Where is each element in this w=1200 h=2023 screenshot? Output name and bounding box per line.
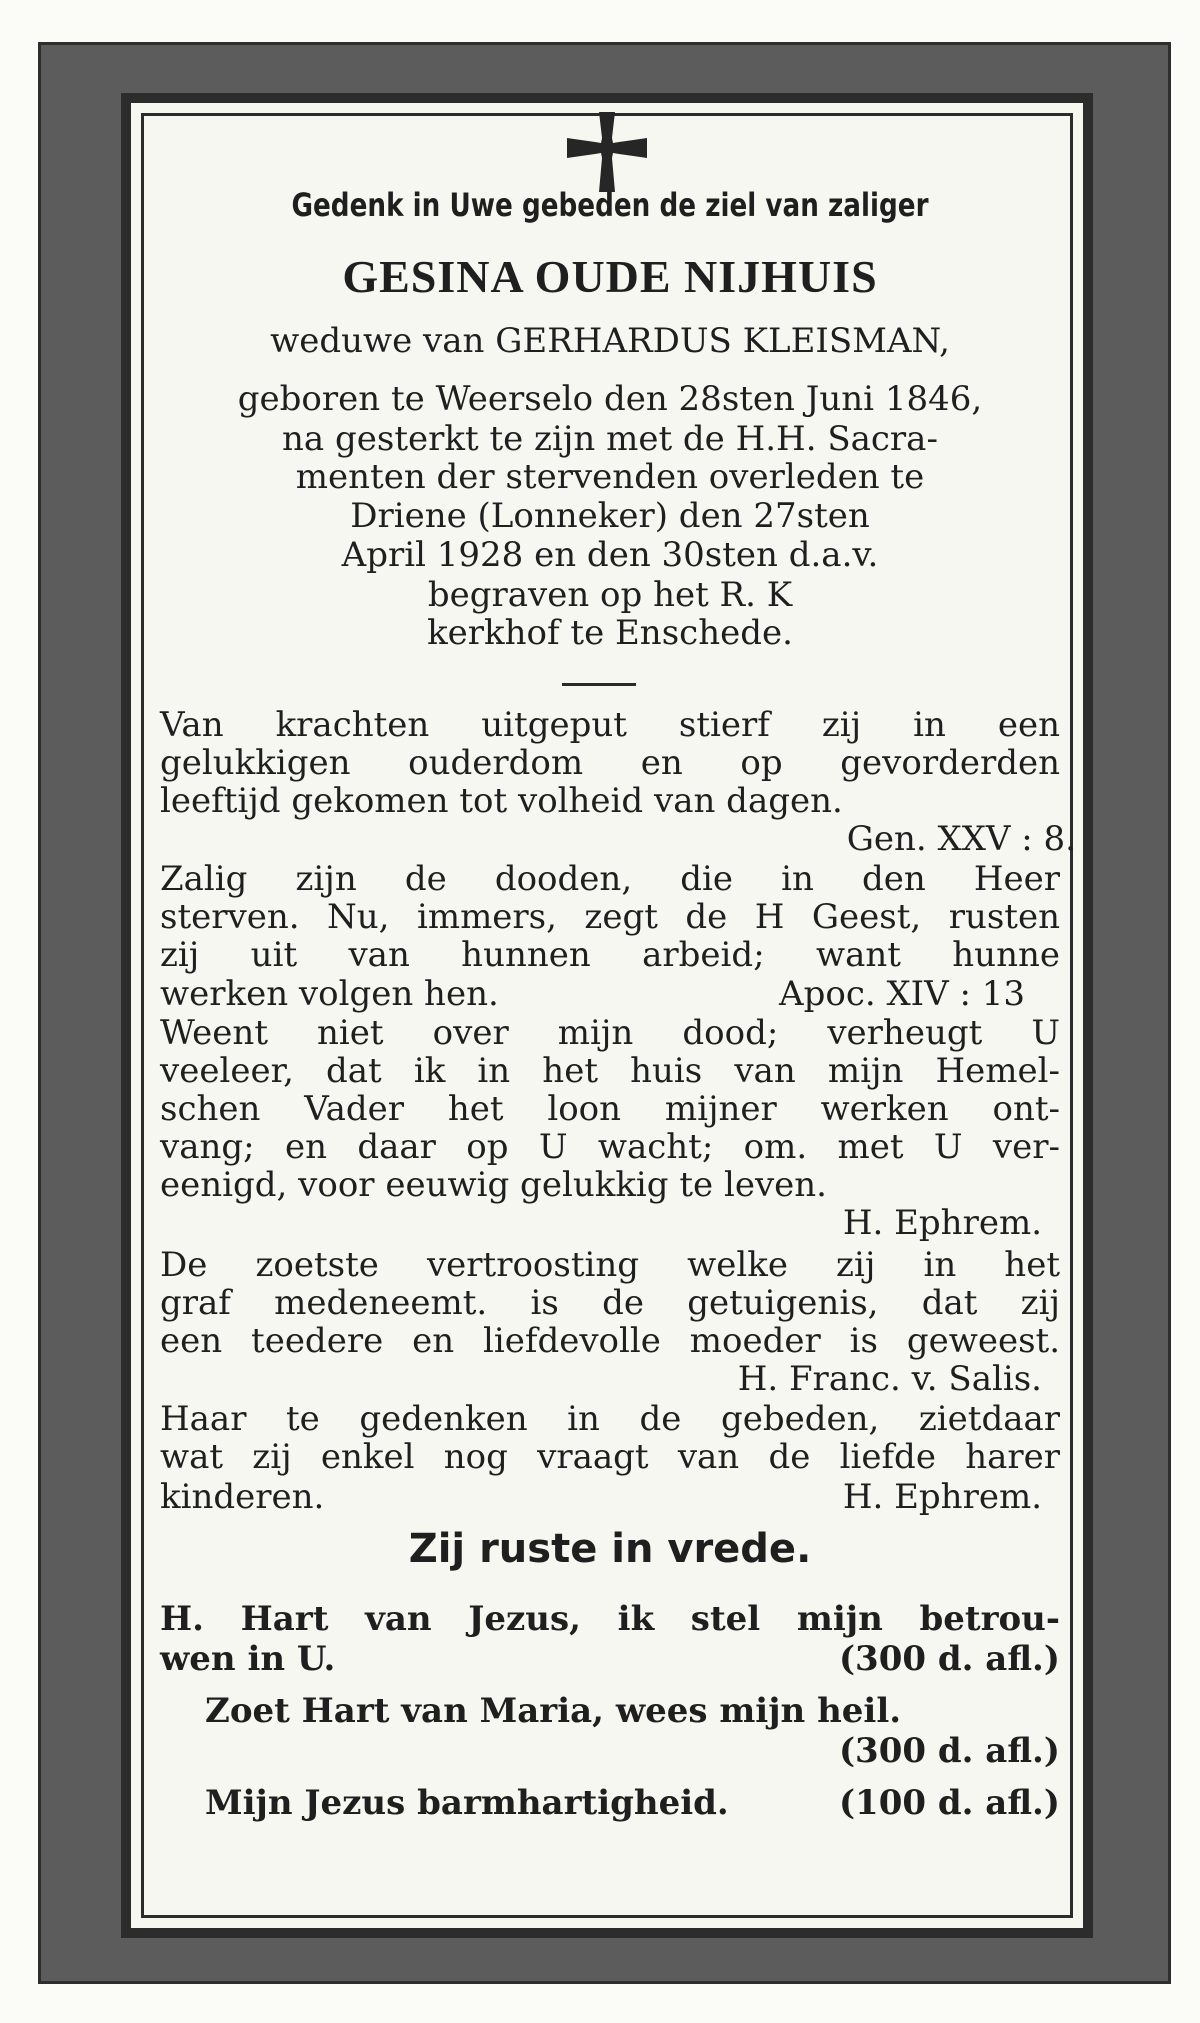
intro-line: kerkhof te Enschede. bbox=[427, 613, 793, 653]
quote-line: Weent niet over mijn dood; verheugt U bbox=[160, 1013, 1060, 1053]
indulgence-note: (100 d. afl.) bbox=[838, 1783, 1060, 1823]
quote-reference: H. Franc. v. Salis. bbox=[737, 1359, 1042, 1399]
quote-line: leeftijd gekomen tot volheid van dagen. bbox=[160, 781, 843, 821]
prayer-line: wen in U. bbox=[160, 1639, 336, 1679]
quote-line: gelukkigen ouderdom en op gevorderden bbox=[160, 743, 1060, 783]
quote-line: graf medeneemt. is de getuigenis, dat zij bbox=[160, 1283, 1060, 1323]
quote-line: schen Vader het loon mijner werken ont- bbox=[160, 1089, 1060, 1129]
quote-line: kinderen. bbox=[160, 1477, 325, 1517]
quote-line: sterven. Nu, immers, zegt de H Geest, rusten bbox=[160, 897, 1060, 937]
separator-rule bbox=[562, 683, 636, 686]
intro-line: weduwe van GERHARDUS KLEISMAN, bbox=[270, 321, 950, 361]
indulgence-note: (300 d. afl.) bbox=[838, 1639, 1060, 1679]
quote-line: Haar te gedenken in de gebeden, zietdaar bbox=[160, 1399, 1060, 1439]
quote-reference: H. Ephrem. bbox=[842, 1203, 1042, 1243]
intro-line: menten der stervenden overleden te bbox=[295, 457, 925, 497]
indulgence-note: (300 d. afl.) bbox=[838, 1731, 1060, 1771]
deceased-name: GESINA OUDE NIJHUIS bbox=[342, 251, 878, 302]
intro-line: begraven op het R. K bbox=[427, 575, 793, 615]
intro-line: April 1928 en den 30sten d.a.v. bbox=[341, 535, 879, 575]
quote-line: eenigd, voor eeuwig gelukkig te leven. bbox=[160, 1165, 827, 1205]
quote-reference: Apoc. XIV : 13 bbox=[779, 974, 1025, 1014]
quote-reference: Gen. XXV : 8. bbox=[846, 819, 1076, 859]
cross-icon bbox=[563, 108, 651, 196]
prayer-line: Zoet Hart van Maria, wees mijn heil. bbox=[205, 1691, 902, 1731]
quote-line: een teedere en liefdevolle moeder is geweest. bbox=[160, 1321, 1060, 1361]
quote-line: Van krachten uitgeput stierf zij in een bbox=[160, 705, 1060, 745]
quote-line: zij uit van hunnen arbeid; want hunne bbox=[160, 935, 1060, 975]
quote-line: wat zij enkel nog vraagt van de liefde harer bbox=[160, 1437, 1060, 1477]
rest-in-peace: Zij ruste in vrede. bbox=[408, 1526, 812, 1572]
intro-line: Driene (Lonneker) den 27sten bbox=[350, 496, 870, 536]
quote-line: Zalig zijn de dooden, die in den Heer bbox=[160, 859, 1060, 899]
quote-line: veeleer, dat ik in het huis van mijn Hemel- bbox=[160, 1051, 1060, 1091]
intro-line: geboren te Weerselo den 28sten Juni 1846, bbox=[237, 379, 983, 419]
quote-line: vang; en daar op U wacht; om. met U ver- bbox=[160, 1127, 1060, 1167]
prayer-line: H. Hart van Jezus, ik stel mijn betrou- bbox=[160, 1599, 1060, 1639]
quote-line: werken volgen hen. bbox=[160, 974, 499, 1014]
quote-line: De zoetste vertroosting welke zij in het bbox=[160, 1245, 1060, 1285]
heading-line: Gedenk in Uwe gebeden de ziel van zaliger bbox=[291, 186, 929, 224]
quote-reference: H. Ephrem. bbox=[842, 1477, 1042, 1517]
intro-line: na gesterkt te zijn met de H.H. Sacra- bbox=[282, 419, 938, 459]
prayer-line: Mijn Jezus barmhartigheid. bbox=[205, 1783, 729, 1823]
